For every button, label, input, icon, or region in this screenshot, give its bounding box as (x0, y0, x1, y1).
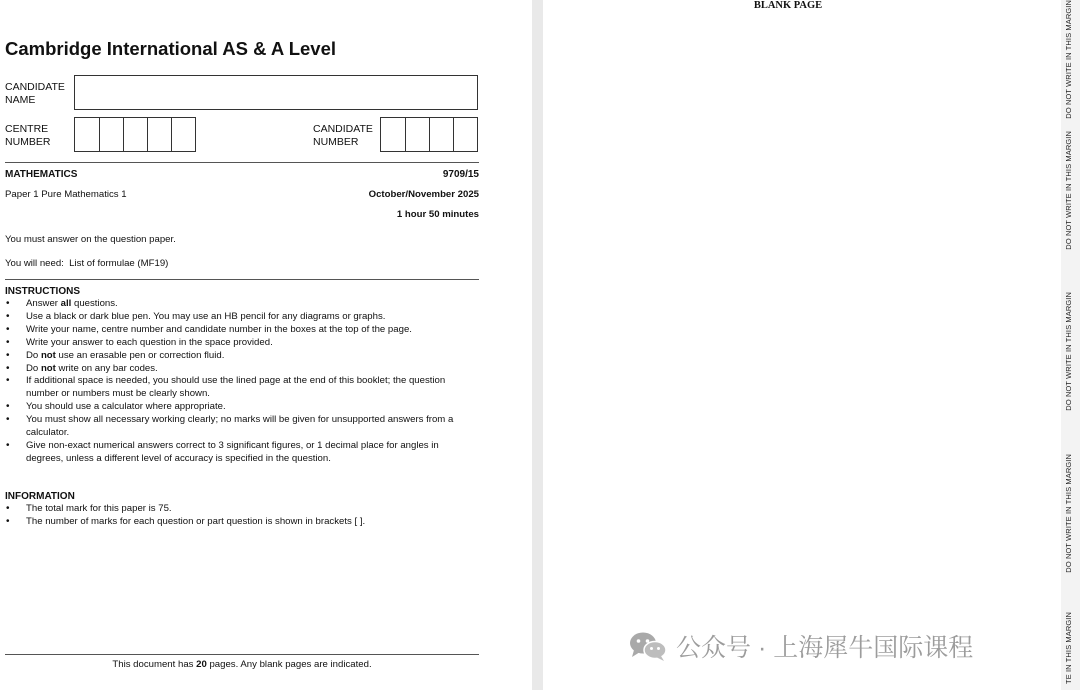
list-item: • Write your answer to each question in the space provided. (5, 337, 475, 350)
candidate-number-cell[interactable] (405, 118, 429, 151)
candidate-number-label: CANDIDATE NUMBER (313, 123, 373, 148)
watermark (628, 628, 973, 664)
page-title: Cambridge International AS & A Level (5, 38, 337, 59)
margin-label: DO NOT WRITE IN THIS MARGIN (1064, 454, 1073, 573)
instructions-list (5, 298, 475, 466)
list-item: • Do not use an erasable pen or correction fluid. (5, 350, 475, 363)
margin-label: DO NOT WRITE IN THIS MARGIN (1064, 292, 1073, 411)
list-item: • You should use a calculator where appropriate. (5, 401, 475, 414)
divider (5, 162, 479, 163)
centre-number-cell[interactable] (99, 118, 123, 151)
candidate-number-cell[interactable] (453, 118, 477, 151)
candidate-number-boxes[interactable] (380, 117, 478, 152)
list-item: • Write your name, centre number and candidate number in the boxes at the top of the page. (5, 324, 475, 337)
centre-number-label: CENTRE NUMBER (5, 123, 51, 148)
exam-session: October/November 2025 (368, 189, 479, 200)
blank-page-label: BLANK PAGE (753, 0, 823, 11)
cover-page (0, 0, 532, 690)
blank-page (543, 0, 1061, 690)
centre-number-cell[interactable] (75, 118, 99, 151)
list-item: • If additional space is needed, you should use the lined page at the end of this booklet; the question number or numbers must be clearly shown. (5, 375, 475, 401)
centre-number-cell[interactable] (123, 118, 147, 151)
centre-number-cell[interactable] (147, 118, 171, 151)
instructions-heading: INSTRUCTIONS (5, 286, 80, 297)
divider (5, 279, 479, 280)
information-heading: INFORMATION (5, 491, 75, 502)
margin-strip (1061, 0, 1080, 690)
centre-number-cell[interactable] (171, 118, 195, 151)
list-item: • The number of marks for each question or part question is shown in brackets [ ]. (5, 516, 475, 529)
candidate-number-cell[interactable] (429, 118, 453, 151)
exam-duration: 1 hour 50 minutes (396, 209, 479, 220)
information-list (5, 503, 475, 529)
margin-label: TE IN THIS MARGIN (1064, 612, 1073, 684)
watermark-text: 公众号 · 上海犀牛国际课程 (676, 634, 974, 662)
wechat-icon (628, 630, 668, 662)
answer-note: You must answer on the question paper. (5, 234, 176, 245)
candidate-name-label: CANDIDATE NAME (5, 81, 65, 106)
page-count-note: This document has 20 pages. Any blank pages are indicated. (112, 659, 372, 670)
list-item: • You must show all necessary working clearly; no marks will be given for unsupported answers from a calculator. (5, 414, 475, 440)
list-item: • The total mark for this paper is 75. (5, 503, 475, 516)
candidate-name-field[interactable] (74, 75, 478, 110)
list-item: • Use a black or dark blue pen. You may use an HB pencil for any diagrams or graphs. (5, 311, 475, 324)
list-item: • Give non-exact numerical answers correct to 3 significant figures, or 1 decimal place for angles in degrees, unless a different level of accuracy is specified in the question. (5, 440, 475, 466)
subject-title: MATHEMATICS (5, 169, 78, 180)
margin-label: DO NOT WRITE IN THIS MARGIN (1064, 0, 1073, 119)
paper-code: 9709/15 (442, 169, 479, 180)
list-item: • Do not write on any bar codes. (5, 363, 475, 376)
centre-number-boxes[interactable] (74, 117, 196, 152)
list-item: • Answer all questions. (5, 298, 475, 311)
footer-divider (5, 654, 479, 655)
paper-name: Paper 1 Pure Mathematics 1 (5, 189, 127, 200)
materials-note: You will need: List of formulae (MF19) (5, 258, 169, 269)
margin-label: DO NOT WRITE IN THIS MARGIN (1064, 131, 1073, 250)
candidate-number-cell[interactable] (381, 118, 405, 151)
